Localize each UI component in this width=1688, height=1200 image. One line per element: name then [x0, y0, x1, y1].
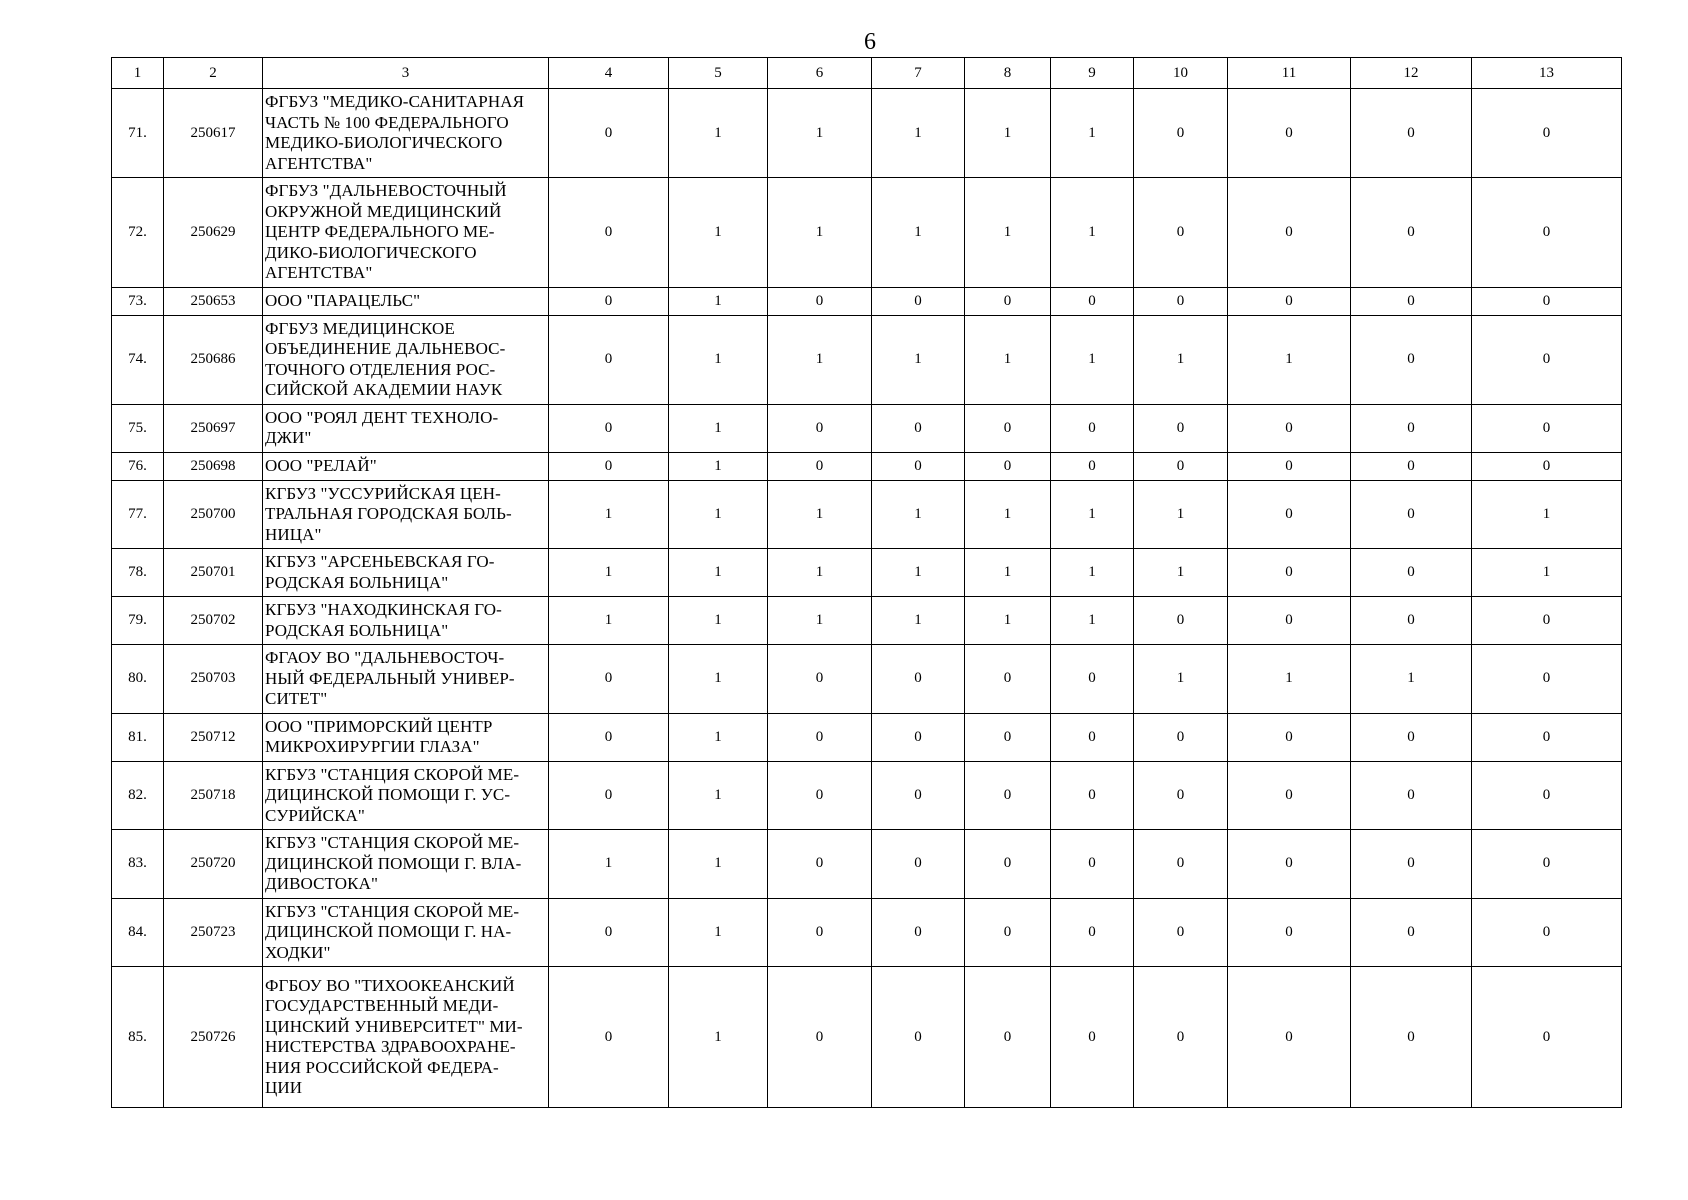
indicator-cell: 1: [669, 645, 768, 714]
indicator-cell: 1: [669, 549, 768, 597]
indicator-cell: 0: [1228, 761, 1351, 830]
indicator-cell: 1: [669, 480, 768, 549]
org-code-cell: 250703: [164, 645, 263, 714]
column-header: 3: [263, 58, 549, 89]
indicator-cell: 1: [549, 549, 669, 597]
column-header: 8: [965, 58, 1051, 89]
indicator-cell: 0: [1051, 404, 1134, 452]
indicator-cell: 0: [1051, 287, 1134, 315]
indicator-cell: 1: [1051, 89, 1134, 178]
indicator-cell: 1: [872, 597, 965, 645]
row-number-cell: 75.: [112, 404, 164, 452]
indicator-cell: 1: [669, 713, 768, 761]
indicator-cell: 1: [1228, 645, 1351, 714]
indicator-cell: 1: [669, 287, 768, 315]
org-name-cell: КГБУЗ "СТАНЦИЯ СКОРОЙ МЕ- ДИЦИНСКОЙ ПОМОЩИ Г. УС- СУРИЙСКА": [263, 761, 549, 830]
indicator-cell: 1: [965, 480, 1051, 549]
org-name-cell: ФГБУЗ "ДАЛЬНЕВОСТОЧНЫЙ ОКРУЖНОЙ МЕДИЦИНСКИЙ ЦЕНТР ФЕДЕРАЛЬНОГО МЕ- ДИКО-БИОЛОГИЧЕСКОГО АГЕНТСТВА": [263, 178, 549, 288]
indicator-cell: 0: [1228, 967, 1351, 1108]
indicator-cell: 1: [872, 315, 965, 404]
indicator-cell: 0: [1472, 178, 1622, 288]
indicator-cell: 0: [1228, 549, 1351, 597]
indicator-cell: 1: [1051, 315, 1134, 404]
indicator-cell: 0: [1228, 287, 1351, 315]
indicator-cell: 0: [549, 713, 669, 761]
org-name-cell: ФГБУЗ "МЕДИКО-САНИТАРНАЯ ЧАСТЬ № 100 ФЕДЕРАЛЬНОГО МЕДИКО-БИОЛОГИЧЕСКОГО АГЕНТСТВА": [263, 89, 549, 178]
org-name-cell: КГБУЗ "УССУРИЙСКАЯ ЦЕН- ТРАЛЬНАЯ ГОРОДСКАЯ БОЛЬ- НИЦА": [263, 480, 549, 549]
indicator-cell: 0: [1351, 89, 1472, 178]
indicator-cell: 1: [768, 480, 872, 549]
indicator-cell: 0: [1351, 404, 1472, 452]
column-header: 6: [768, 58, 872, 89]
indicator-cell: 0: [768, 713, 872, 761]
indicator-cell: 0: [1134, 898, 1228, 967]
indicator-cell: 1: [768, 315, 872, 404]
indicator-cell: 0: [1134, 452, 1228, 480]
indicator-cell: 0: [1134, 713, 1228, 761]
indicator-cell: 1: [1472, 480, 1622, 549]
indicator-cell: 0: [1472, 830, 1622, 899]
indicator-cell: 0: [1351, 713, 1472, 761]
indicator-cell: 0: [1134, 830, 1228, 899]
column-header: 9: [1051, 58, 1134, 89]
row-number-cell: 84.: [112, 898, 164, 967]
indicator-cell: 0: [965, 452, 1051, 480]
indicator-cell: 1: [669, 967, 768, 1108]
indicator-cell: 0: [1051, 898, 1134, 967]
row-number-cell: 83.: [112, 830, 164, 899]
indicator-cell: 0: [1472, 967, 1622, 1108]
indicator-cell: 0: [768, 645, 872, 714]
org-name-cell: ООО "РОЯЛ ДЕНТ ТЕХНОЛО- ДЖИ": [263, 404, 549, 452]
indicator-cell: 1: [669, 830, 768, 899]
indicator-cell: 0: [872, 713, 965, 761]
indicator-cell: 0: [1351, 287, 1472, 315]
indicator-cell: 0: [549, 967, 669, 1108]
indicator-cell: 0: [1051, 645, 1134, 714]
org-code-cell: 250718: [164, 761, 263, 830]
indicator-cell: 1: [669, 315, 768, 404]
row-number-cell: 77.: [112, 480, 164, 549]
row-number-cell: 78.: [112, 549, 164, 597]
indicator-cell: 0: [1228, 597, 1351, 645]
indicator-cell: 0: [965, 967, 1051, 1108]
org-code-cell: 250700: [164, 480, 263, 549]
indicator-cell: 0: [768, 967, 872, 1108]
org-name-cell: ООО "РЕЛАЙ": [263, 452, 549, 480]
indicator-cell: 0: [965, 404, 1051, 452]
indicator-cell: 1: [872, 89, 965, 178]
indicator-cell: 0: [549, 898, 669, 967]
indicator-cell: 0: [872, 645, 965, 714]
indicator-cell: 1: [669, 452, 768, 480]
indicator-cell: 0: [1351, 452, 1472, 480]
indicator-cell: 0: [965, 830, 1051, 899]
column-number-row: [112, 58, 1622, 89]
indicator-cell: 0: [768, 898, 872, 967]
table-row: [112, 178, 1622, 288]
indicator-cell: 0: [549, 761, 669, 830]
indicator-cell: 0: [1051, 452, 1134, 480]
org-name-cell: КГБУЗ "АРСЕНЬЕВСКАЯ ГО- РОДСКАЯ БОЛЬНИЦА": [263, 549, 549, 597]
indicator-cell: 0: [1472, 287, 1622, 315]
table-row: [112, 761, 1622, 830]
indicator-cell: 1: [965, 549, 1051, 597]
indicator-cell: 0: [1472, 761, 1622, 830]
table-row: [112, 315, 1622, 404]
indicator-cell: 0: [549, 404, 669, 452]
column-header: 2: [164, 58, 263, 89]
indicator-cell: 0: [1051, 761, 1134, 830]
indicator-cell: 0: [1134, 967, 1228, 1108]
indicator-cell: 0: [1351, 597, 1472, 645]
org-name-cell: ФГБУЗ МЕДИЦИНСКОЕ ОБЪЕДИНЕНИЕ ДАЛЬНЕВОС- ТОЧНОГО ОТДЕЛЕНИЯ РОС- СИЙСКОЙ АКАДЕМИИ НАУК: [263, 315, 549, 404]
indicator-cell: 0: [549, 287, 669, 315]
indicator-cell: 0: [1472, 404, 1622, 452]
indicator-cell: 1: [1134, 549, 1228, 597]
indicator-cell: 0: [872, 287, 965, 315]
page-number: 6: [864, 29, 876, 55]
table-body: [112, 89, 1622, 1108]
indicator-cell: 0: [1228, 178, 1351, 288]
org-code-cell: 250701: [164, 549, 263, 597]
indicator-cell: 0: [549, 89, 669, 178]
indicator-cell: 0: [1228, 404, 1351, 452]
indicator-cell: 1: [669, 404, 768, 452]
table-row: [112, 404, 1622, 452]
indicator-cell: 1: [669, 597, 768, 645]
indicator-cell: 1: [768, 89, 872, 178]
indicator-cell: 1: [1228, 315, 1351, 404]
indicator-cell: 0: [549, 315, 669, 404]
indicator-cell: 1: [965, 597, 1051, 645]
indicator-cell: 0: [965, 645, 1051, 714]
indicator-cell: 1: [872, 480, 965, 549]
table-row: [112, 89, 1622, 178]
column-header: 7: [872, 58, 965, 89]
indicator-cell: 0: [1228, 713, 1351, 761]
indicator-cell: 0: [549, 452, 669, 480]
row-number-cell: 79.: [112, 597, 164, 645]
org-code-cell: 250720: [164, 830, 263, 899]
indicator-cell: 1: [965, 315, 1051, 404]
row-number-cell: 74.: [112, 315, 164, 404]
indicator-cell: 0: [1472, 452, 1622, 480]
indicator-cell: 0: [1351, 830, 1472, 899]
indicator-cell: 1: [1051, 178, 1134, 288]
org-name-cell: ООО "ПРИМОРСКИЙ ЦЕНТР МИКРОХИРУРГИИ ГЛАЗА": [263, 713, 549, 761]
org-name-cell: КГБУЗ "СТАНЦИЯ СКОРОЙ МЕ- ДИЦИНСКОЙ ПОМОЩИ Г. НА- ХОДКИ": [263, 898, 549, 967]
org-name-cell: ООО "ПАРАЦЕЛЬС": [263, 287, 549, 315]
row-number-cell: 76.: [112, 452, 164, 480]
indicator-cell: 0: [1051, 967, 1134, 1108]
indicator-cell: 0: [1134, 89, 1228, 178]
column-header: 10: [1134, 58, 1228, 89]
indicator-cell: 0: [549, 645, 669, 714]
org-code-cell: 250712: [164, 713, 263, 761]
org-name-cell: ФГБОУ ВО "ТИХООКЕАНСКИЙ ГОСУДАРСТВЕННЫЙ МЕДИ- ЦИНСКИЙ УНИВЕРСИТЕТ" МИ- НИСТЕРСТВА ЗДРАВООХРАНЕ- НИЯ РОССИЙСКОЙ ФЕДЕРА- ЦИИ: [263, 967, 549, 1108]
indicator-cell: 1: [1051, 549, 1134, 597]
column-header: 5: [669, 58, 768, 89]
row-number-cell: 72.: [112, 178, 164, 288]
row-number-cell: 81.: [112, 713, 164, 761]
org-name-cell: КГБУЗ "СТАНЦИЯ СКОРОЙ МЕ- ДИЦИНСКОЙ ПОМОЩИ Г. ВЛА- ДИВОСТОКА": [263, 830, 549, 899]
table-row: [112, 597, 1622, 645]
indicator-cell: 1: [1051, 597, 1134, 645]
org-code-cell: 250698: [164, 452, 263, 480]
indicator-cell: 0: [1351, 480, 1472, 549]
org-name-cell: КГБУЗ "НАХОДКИНСКАЯ ГО- РОДСКАЯ БОЛЬНИЦА": [263, 597, 549, 645]
indicator-cell: 0: [1472, 898, 1622, 967]
indicator-cell: 0: [1134, 178, 1228, 288]
table-row: [112, 898, 1622, 967]
indicator-cell: 0: [1228, 830, 1351, 899]
table-row: [112, 830, 1622, 899]
indicator-cell: 1: [1051, 480, 1134, 549]
org-code-cell: 250702: [164, 597, 263, 645]
indicator-cell: 1: [872, 549, 965, 597]
org-code-cell: 250726: [164, 967, 263, 1108]
indicator-cell: 0: [872, 830, 965, 899]
org-name-cell: ФГАОУ ВО "ДАЛЬНЕВОСТОЧ- НЫЙ ФЕДЕРАЛЬНЫЙ УНИВЕР- СИТЕТ": [263, 645, 549, 714]
indicator-cell: 0: [1134, 404, 1228, 452]
indicator-cell: 0: [1134, 287, 1228, 315]
indicator-cell: 1: [669, 89, 768, 178]
indicator-cell: 0: [1472, 89, 1622, 178]
indicator-cell: 0: [965, 898, 1051, 967]
row-number-cell: 82.: [112, 761, 164, 830]
indicator-cell: 1: [669, 761, 768, 830]
indicator-cell: 1: [768, 178, 872, 288]
indicator-cell: 0: [1228, 898, 1351, 967]
indicator-cell: 1: [1134, 480, 1228, 549]
indicator-cell: 1: [669, 178, 768, 288]
row-number-cell: 71.: [112, 89, 164, 178]
indicator-cell: 0: [872, 761, 965, 830]
table-row: [112, 549, 1622, 597]
indicator-cell: 1: [1134, 315, 1228, 404]
indicator-cell: 1: [1134, 645, 1228, 714]
indicator-cell: 1: [1351, 645, 1472, 714]
indicator-cell: 0: [768, 287, 872, 315]
indicator-cell: 1: [872, 178, 965, 288]
indicator-cell: 0: [1472, 713, 1622, 761]
indicator-cell: 0: [965, 761, 1051, 830]
indicator-cell: 1: [549, 597, 669, 645]
indicator-cell: 0: [1472, 597, 1622, 645]
table-row: [112, 287, 1622, 315]
indicator-cell: 1: [549, 830, 669, 899]
indicator-cell: 0: [965, 713, 1051, 761]
table-row: [112, 480, 1622, 549]
indicator-cell: 0: [1051, 830, 1134, 899]
column-header: 4: [549, 58, 669, 89]
indicator-cell: 1: [1472, 549, 1622, 597]
indicator-cell: 0: [768, 761, 872, 830]
org-code-cell: 250697: [164, 404, 263, 452]
indicator-cell: 1: [965, 178, 1051, 288]
indicator-cell: 0: [1228, 89, 1351, 178]
indicator-cell: 0: [965, 287, 1051, 315]
indicator-cell: 1: [549, 480, 669, 549]
org-code-cell: 250723: [164, 898, 263, 967]
indicator-cell: 1: [768, 549, 872, 597]
indicator-cell: 0: [1351, 549, 1472, 597]
indicator-cell: 0: [768, 830, 872, 899]
indicator-cell: 0: [1134, 597, 1228, 645]
row-number-cell: 80.: [112, 645, 164, 714]
indicator-cell: 0: [1351, 898, 1472, 967]
org-code-cell: 250629: [164, 178, 263, 288]
indicator-cell: 0: [768, 452, 872, 480]
indicator-cell: 0: [768, 404, 872, 452]
indicator-cell: 0: [549, 178, 669, 288]
indicator-cell: 0: [872, 967, 965, 1108]
table-row: [112, 645, 1622, 714]
indicator-cell: 0: [872, 452, 965, 480]
indicator-cell: 0: [1472, 645, 1622, 714]
column-header: 12: [1351, 58, 1472, 89]
indicator-cell: 0: [1134, 761, 1228, 830]
indicator-cell: 0: [872, 404, 965, 452]
indicator-cell: 1: [669, 898, 768, 967]
indicator-cell: 1: [768, 597, 872, 645]
table-row: [112, 452, 1622, 480]
indicator-cell: 0: [1228, 452, 1351, 480]
table-row: [112, 713, 1622, 761]
indicator-cell: 0: [1351, 178, 1472, 288]
indicator-cell: 1: [965, 89, 1051, 178]
row-number-cell: 73.: [112, 287, 164, 315]
indicator-cell: 0: [1351, 315, 1472, 404]
org-code-cell: 250617: [164, 89, 263, 178]
indicator-cell: 0: [1351, 761, 1472, 830]
indicator-cell: 0: [1228, 480, 1351, 549]
registry-table: [111, 57, 1622, 1108]
org-code-cell: 250686: [164, 315, 263, 404]
column-header: 11: [1228, 58, 1351, 89]
org-code-cell: 250653: [164, 287, 263, 315]
table-row: [112, 967, 1622, 1108]
column-header: 13: [1472, 58, 1622, 89]
row-number-cell: 85.: [112, 967, 164, 1108]
indicator-cell: 0: [1051, 713, 1134, 761]
column-header: 1: [112, 58, 164, 89]
indicator-cell: 0: [1472, 315, 1622, 404]
indicator-cell: 0: [1351, 967, 1472, 1108]
indicator-cell: 0: [872, 898, 965, 967]
